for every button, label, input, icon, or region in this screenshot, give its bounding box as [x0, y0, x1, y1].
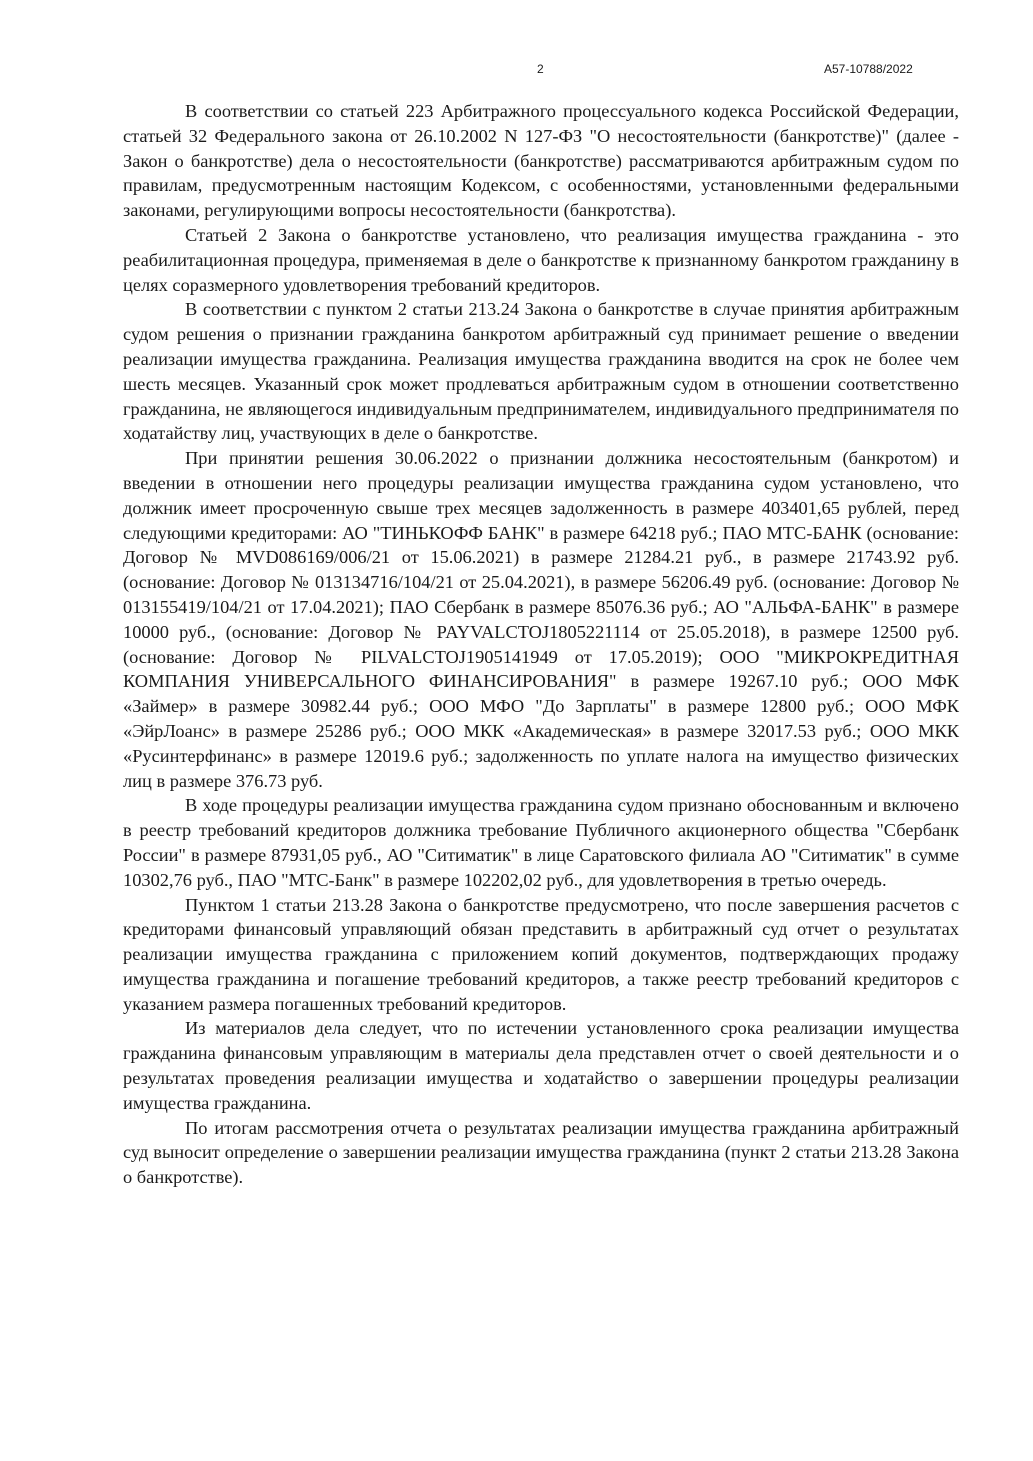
page-number: 2: [537, 62, 544, 76]
paragraph-procedural-basis: В соответствии со статьей 223 Арбитражного процессуального кодекса Российской Федерации, статьей 32 Федерального закона от 26.10.2002 N 127-ФЗ "О несостоятельности (банкротстве)" (далее - Закон о банкротстве) дела о несостоятельности (банкротстве) рассматриваются арбитражным судом по правилам, предусмотренным настоящим Кодексом, с особенностями, установленными федеральными законами, регулирующими вопросы несостоятельности (банкротства).: [123, 101, 959, 221]
page-header: [0, 62, 1033, 80]
document-body: [123, 99, 959, 1190]
paragraph-term: В соответствии с пунктом 2 статьи 213.24 Закона о банкротстве в случае принятия арбитражным судом решения о признании гражданина банкротом арбитражный суд принимает решение о введении реализации имущества гражданина. Реализация имущества гражданина вводится на срок не более чем шесть месяцев. Указанный срок может продлеваться арбитражным судом в отношении соответственно гражданина, не являющегося индивидуальным предпринимателем, индивидуального предпринимателя по ходатайству лиц, участвующих в деле о банкротстве.: [123, 299, 959, 444]
paragraph-report-obligation: Пунктом 1 статьи 213.28 Закона о банкротстве предусмотрено, что после завершения расчетов с кредиторами финансовый управляющий обязан представить в арбитражный суд отчет о результатах реализации имущества гражданина с приложением копий документов, подтверждающих продажу имущества гражданина и погашение требований кредиторов, а также реестр требований кредиторов с указанием размера погашенных требований кредиторов.: [123, 894, 959, 1014]
paragraph-creditors-list: При принятии решения 30.06.2022 о признании должника несостоятельным (банкротом) и введении в отношении него процедуры реализации имущества гражданина судом установлено, что должник имеет просроченную свыше трех месяцев задолженность в размере 403401,65 рублей, перед следующими кредиторами: АО "ТИНЬКОФФ БАНК" в размере 64218 руб.; ПАО МТС-БАНК (основание: Договор № MVD086169/006/21 от 15.06.2021) в размере 21284.21 руб., в размере 21743.92 руб. (основание: Договор № 013134716/104/21 от 25.04.2021), в размере 56206.49 руб. (основание: Договор № 013155419/104/21 от 17.04.2021); ПАО Сбербанк в размере 85076.36 руб.; АО "АЛЬФА-БАНК" в размере 10000 руб., (основание: Договор № PAYVALCTOJ1805221114 от 25.05.2018), в размере 12500 руб. (основание: Договор № PILVALCTOJ1905141949 от 17.05.2019); ООО "МИКРОКРЕДИТНАЯ КОМПАНИЯ УНИВЕРСАЛЬНОГО ФИНАНСИРОВАНИЯ" в размере 19267.10 руб.; ООО МФК «Займер» в размере 30982.44 руб.; ООО МФО "До Зарплаты" в размере 12800 руб.; ООО МФК «ЭйрЛоанс» в размере 25286 руб.; ООО МКК «Академическая» в размере 32017.53 руб.; ООО МКК «Русинтерфинанс» в размере 12019.6 руб.; задолженность по уплате налога на имущество физических лиц в размере 376.73 руб.: [123, 448, 959, 791]
paragraph-court-ruling: По итогам рассмотрения отчета о результатах реализации имущества гражданина арбитражный суд выносит определение о завершении реализации имущества гражданина (пункт 2 статьи 213.28 Закона о банкротстве).: [123, 1117, 959, 1188]
paragraph-case-materials: Из материалов дела следует, что по истечении установленного срока реализации имущества гражданина финансовым управляющим в материалы дела представлен отчет о своей деятельности и о результатах проведения реализации имущества и ходатайство о завершении процедуры реализации имущества гражданина.: [123, 1018, 959, 1113]
case-number: А57-10788/2022: [824, 62, 913, 76]
paragraph-definition: Статьей 2 Закона о банкротстве установлено, что реализация имущества гражданина - это реабилитационная процедура, применяемая в деле о банкротстве к признанному банкротом гражданину в целях соразмерного удовлетворения требований кредиторов.: [123, 224, 959, 295]
paragraph-registry-claims: В ходе процедуры реализации имущества гражданина судом признано обоснованным и включено в реестр требований кредиторов должника требование Публичного акционерного общества "Сбербанк России" в размере 87931,05 руб., АО "Ситиматик" в лице Саратовского филиала АО "Ситиматик" в сумме 10302,76 руб., ПАО "МТС-Банк" в размере 102202,02 руб., для удовлетворения в третью очередь.: [123, 795, 959, 890]
